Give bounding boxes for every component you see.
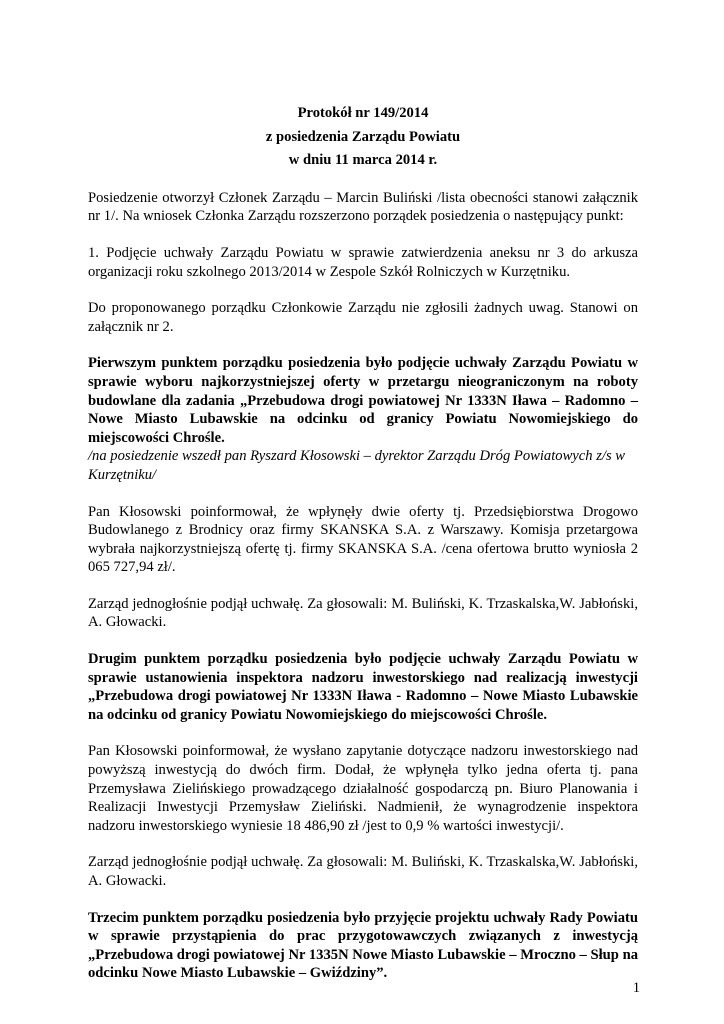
first-item-note: /na posiedzenie wszedł pan Ryszard Kłosowski – dyrektor Zarządu Dróg Powiatowych z/s w Kurzętniku/ (88, 448, 626, 483)
first-item-info: Pan Kłosowski poinformował, że wpłynęły dwie oferty tj. Przedsiębiorstwa Drogowo Budowlanego z Brodnicy oraz firmy SKANSKA S.A. z Warszawy. Komisja przetargowa wybrała najkorzystniejszą ofertę tj. firmy SKANSKA S.A. /cena ofertowa brutto wyniosła 2 065 727,94 zł/. (88, 503, 638, 576)
meeting-name: z posiedzenia Zarządu Powiatu (265, 128, 461, 145)
second-item-info: Pan Kłosowski poinformował, że wysłano zapytanie dotyczące nadzoru inwestorskiego nad powyższą inwestycją do dwóch firm. Dodał, że wpłynęła tylko jedna oferta tj. pana Przemysława Zielińskiego prowadzącego działalność gospodarczą pn. Biuro Planowania i Realizacji Inwestycji Przemysław Zieliński. Nadmienił, że wynagrodzenie inspektora nadzoru inwestorskiego wyniesie 18 486,90 zł /jest to 0,9 % wartości inwestycji/. (88, 743, 638, 834)
protocol-title: Protokół nr 149/2014 (297, 105, 429, 121)
protocol-header (88, 104, 638, 170)
agenda-point-1: 1. Podjęcie uchwały Zarządu Powiatu w sprawie zatwierdzenia aneksu nr 3 do arkusza organizacji roku szkolnego 2013/2014 w Zespole Szkół Rolniczych w Kurzętniku. (88, 244, 638, 280)
page-number: 1 (632, 980, 640, 996)
document-page (88, 104, 638, 1001)
second-item-vote: Zarząd jednogłośnie podjął uchwałę. Za głosowali: M. Buliński, K. Trzaskalska,W. Jabłoński, A. Głowacki. (88, 854, 638, 889)
third-item-heading: Trzecim punktem porządku posiedzenia było przyjęcie projektu uchwały Rady Powiatu w sprawie przystąpienia do prac przygotowawczych związanych z inwestycją „Przebudowa drogi powiatowej Nr 1335N Nowe Miasto Lubawskie – Mroczno – Słup na odcinku Nowe Miasto Lubawskie – Gwiździny”. (88, 909, 638, 982)
agenda-note-paragraph: Do proponowanego porządku Członkowie Zarządu nie zgłosili żadnych uwag. Stanowi on załącznik nr 2. (88, 300, 638, 335)
opening-paragraph: Posiedzenie otworzył Członek Zarządu – Marcin Buliński /lista obecności stanowi załącznik nr 1/. Na wniosek Członka Zarządu rozszerzono porządek posiedzenia o następujący punkt: (88, 189, 638, 225)
first-item-vote: Zarząd jednogłośnie podjął uchwałę. Za głosowali: M. Buliński, K. Trzaskalska,W. Jabłoński, A. Głowacki. (88, 595, 638, 631)
meeting-date: w dniu 11 marca 2014 r. (288, 152, 438, 169)
second-item-heading: Drugim punktem porządku posiedzenia było podjęcie uchwały Zarządu Powiatu w sprawie ustanowienia inspektora nadzoru inwestorskiego nad realizacją inwestycji „Przebudowa drogi powiatowej Nr 1333N Iława - Radomno – Nowe Miasto Lubawskie na odcinku od granicy Powiatu Nowomiejskiego do miejscowości Chrośle. (88, 651, 638, 723)
first-item-heading: Pierwszym punktem porządku posiedzenia było podjęcie uchwały Zarządu Powiatu w sprawie wyboru najkorzystniejszej oferty w przetargu nieograniczonym na roboty budowlane dla zadania „Przebudowa drogi powiatowej Nr 1333N Iława – Radomno – Nowe Miasto Lubawskie na odcinku od granicy Powiatu Nowomiejskiego do miejscowości Chrośle. (88, 355, 638, 446)
